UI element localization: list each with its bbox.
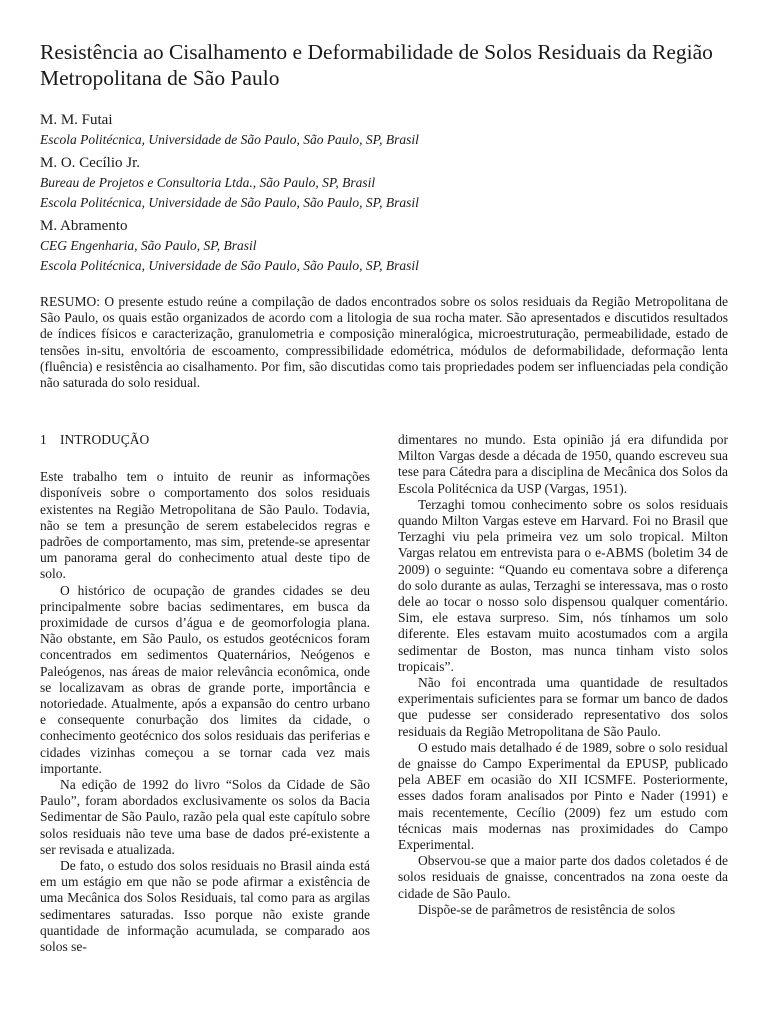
paper-title: Resistência ao Cisalhamento e Deformabilidade de Solos Residuais da Região Metropolitana de São Paulo xyxy=(40,40,713,90)
paragraph: O histórico de ocupação de grandes cidades se deu principalmente sobre bacias sedimentares, em busca da proximidade de cursos d’água e de geomorfologia plana. Não obstante, em São Paulo, os estudos geotécnicos foram concentrados em sedimentos Quaternários, Neógenos e Paleógenos, nas áreas de maior relevância econômica, onde se localizavam as obras de grande porte, importância e notoriedade. Atualmente, após a expansão do centro urbano e consequente conurbação dos limites da cidade, o conhecimento geotécnico dos solos residuais das periferias e cidades vizinhas começou a se tornar cada vez mais importante. xyxy=(40,582,370,776)
author-affiliation: Bureau de Projetos e Consultoria Ltda., São Paulo, SP, Brasil xyxy=(40,175,376,190)
author-3 xyxy=(40,217,740,276)
authors-list xyxy=(40,111,740,280)
section-heading xyxy=(40,432,370,448)
section-number: 1 xyxy=(40,432,47,447)
right-column xyxy=(398,432,728,918)
author-name: M. M. Futai xyxy=(40,112,113,128)
author-affiliation: CEG Engenharia, São Paulo, SP, Brasil xyxy=(40,238,257,253)
author-affiliation: Escola Politécnica, Universidade de São Paulo, São Paulo, SP, Brasil xyxy=(40,195,419,210)
paragraph: Não foi encontrada uma quantidade de resultados experimentais suficientes para se formar um banco de dados que pudesse ser considerado representativo dos solos residuais da Região Metropolitana de São Paulo. xyxy=(398,675,728,739)
author-affiliation: Escola Politécnica, Universidade de São Paulo, São Paulo, SP, Brasil xyxy=(40,132,419,147)
paragraph: Dispõe-se de parâmetros de resistência de solos xyxy=(418,901,676,917)
section-title: INTRODUÇÃO xyxy=(60,432,150,447)
left-column xyxy=(40,432,370,955)
author-name: M. O. Cecílio Jr. xyxy=(40,155,140,171)
author-name: M. Abramento xyxy=(40,218,128,234)
author-affiliation: Escola Politécnica, Universidade de São Paulo, São Paulo, SP, Brasil xyxy=(40,258,419,273)
author-2 xyxy=(40,154,740,213)
paragraph: Observou-se que a maior parte dos dados coletados é de solos residuais de gnaisse, concentrados na zona oeste da cidade de São Paulo. xyxy=(398,853,728,901)
author-1 xyxy=(40,111,740,150)
paragraph: De fato, o estudo dos solos residuais no Brasil ainda está em um estágio em que não se pode afirmar a existência de uma Mecânica dos Solos Residuais, tal como para as argilas sedimentares saturadas. Isso porque não existe grande quantidade de informação acumulada, se comparado aos solos se- xyxy=(40,858,370,955)
paragraph: dimentares no mundo. Esta opinião já era difundida por Milton Vargas desde a década de 1950, quando escreveu sua tese para Cátedra para a disciplina de Mecânica dos Solos da Escola Politécnica da USP (Vargas, 1951). xyxy=(398,432,728,496)
abstract: RESUMO: O presente estudo reúne a compilação de dados encontrados sobre os solos residuais da Região Metropolitana de São Paulo, os quais estão organizados de acordo com a litologia de sua rocha mater. São apresentados e discutidos resultados de índices físicos e caracterização, granulometria e composição mineralógica, microestruturação, permeabilidade, estado de tensões in-situ, envoltória de escoamento, compressibilidade edométrica, módulos de deformabilidade, deformação lenta (fluência) e resistência ao cisalhamento. Por fim, são discutidas como tais propriedades podem ser influenciadas pela condição não saturada do solo residual. xyxy=(40,294,728,391)
paragraph: O estudo mais detalhado é de 1989, sobre o solo residual de gnaisse do Campo Experimental da EPUSP, publicado pela ABEF em ocasião do XII ICSMFE. Posteriormente, esses dados foram analisados por Pinto e Nader (1991) e mais recentemente, Cecílio (2009) fez um estudo com técnicas mais modernas nas proximidades do Campo Experimental. xyxy=(398,739,728,853)
paragraph: Terzaghi tomou conhecimento sobre os solos residuais quando Milton Vargas esteve em Harvard. Foi no Brasil que Terzaghi viu pela primeira vez um solo tropical. Milton Vargas relatou em entrevista para o e-ABMS (boletim 34 de 2009) o seguinte: “Quando eu comentava sobre a diferença do solo durante as aulas, Terzaghi se interessava, mas o rosto dele ao tocar o nosso solo dispensou qualquer comentário. Sim, ele estava surpreso. Sim, nós tínhamos um solo diferente. Eles estavam muito acostumados com a argila sedimentar de Boston, mas nunca tinham visto solos tropicais”. xyxy=(398,496,728,674)
paragraph: Este trabalho tem o intuito de reunir as informações disponíveis sobre o comportamento dos solos residuais existentes na Região Metropolitana de São Paulo. Todavia, não se tem a presunção de serem estabelecidos regras e padrões de comportamento, mas sim, pretende-se apresentar um panorama geral do conhecimento atual deste tipo de solo. xyxy=(40,469,370,582)
paragraph: Na edição de 1992 do livro “Solos da Cidade de São Paulo”, foram abordados exclusivamente os solos da Bacia Sedimentar de São Paulo, razão pela qual este capítulo sobre solos residuais não teve uma base de dados pré-existente a ser revisada e atualizada. xyxy=(40,777,370,857)
